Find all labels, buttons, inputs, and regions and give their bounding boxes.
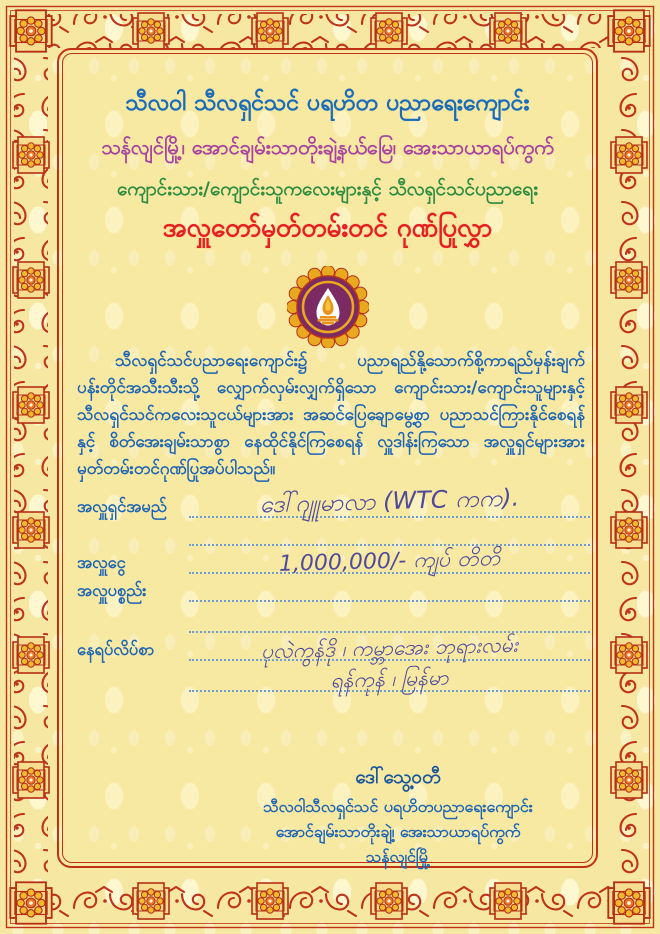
donation-money-handwriting: 1,000,000/- ကျပ် တိတိ bbox=[278, 546, 501, 577]
field-address-continuation bbox=[77, 661, 590, 692]
oil-lamp-flame-emblem-icon bbox=[287, 266, 369, 348]
dedication-line: ကျောင်းသား/ကျောင်းသူကလေးများနှင့် သီလရှင်သင်ပညာရေး bbox=[116, 178, 539, 200]
signatory-organization: သီလဝါသီလရှင်သင် ပရဟိတပညာရေးကျောင်း bbox=[263, 797, 533, 816]
donation-form bbox=[77, 483, 590, 693]
signatory-town: သန်လျင်မြို့ bbox=[365, 847, 431, 866]
field-donation-money bbox=[77, 546, 590, 577]
address-handwriting-2: ရန်ကုန် ၊ မြန်မာ bbox=[330, 665, 449, 693]
donation-money-label: အလှူငွေ bbox=[77, 553, 126, 572]
donor-name-line bbox=[189, 483, 590, 519]
certificate-body bbox=[57, 48, 598, 868]
donation-items-label: အလှူပစ္စည်း bbox=[77, 581, 147, 600]
certificate-header bbox=[59, 88, 596, 245]
school-address: သန်လျင်မြို့၊ အောင်ချမ်းသာတိုးချဲ့နယ်မြေ၊ အေးသာယာရပ်ကွက် bbox=[101, 135, 554, 159]
signature-block bbox=[228, 764, 568, 869]
certificate-title: အလှူတော်မှတ်တမ်းတင် ဂုဏ်ပြုလွှာ bbox=[162, 213, 493, 243]
address-line-2 bbox=[189, 661, 590, 692]
school-name: သီလဝါ သီလရှင်သင် ပရဟိတ ပညာရေးကျောင်း bbox=[125, 90, 530, 116]
blank-dotted-line bbox=[189, 602, 590, 633]
signatory-name: ဒေါ်သွေ့ဝတီ bbox=[355, 766, 441, 788]
field-items-continuation bbox=[77, 602, 590, 633]
citation-paragraph: သီလရှင်သင်ပညာရေးကျောင်း၌ ပညာရည်နို့သောက်စို့ကာရည်မှန်းချက် ပန်းတိုင်အသီးသီးသို့ လျှောက်လှမ်းလျှက်ရှိသော ကျောင်းသား/ကျောင်းသူများနှင့် သီလရှင်သင်ကလေးသူငယ်များအား အဆင်ပြေချောမွေ့စွာ ပညာသင်ကြားနိုင်စေရန်နှင့် စိတ်အေးချမ်းသာစွာ နေထိုင်နိုင်ကြစေရန် လှူဒါန်းကြသော အလှူရှင်များအား မှတ်တမ်းတင်ဂုဏ်ပြုအပ်ပါသည်။ bbox=[77, 351, 585, 479]
donation-items-line bbox=[189, 574, 590, 602]
address-handwriting-1: ပုလဲကွန်ဒို ၊ ကမ္ဘာအေး ဘုရားလမ်း bbox=[260, 632, 519, 664]
address-label: နေရပ်လိပ်စာ bbox=[77, 640, 155, 659]
field-donation-items bbox=[77, 574, 590, 602]
address-line-1 bbox=[189, 632, 590, 664]
field-address bbox=[77, 632, 590, 664]
donation-money-line bbox=[189, 546, 590, 577]
field-donor-name bbox=[77, 483, 590, 519]
signatory-quarter: အောင်ချမ်းသာတိုးချဲ့၊ အေးသာယာရပ်ကွက် bbox=[275, 822, 521, 841]
donor-name-label: အလှူရှင်အမည် bbox=[77, 497, 167, 516]
donor-name-handwriting: ဒေါ်ဂျူမာလာ (WTC ကက). bbox=[259, 483, 520, 519]
